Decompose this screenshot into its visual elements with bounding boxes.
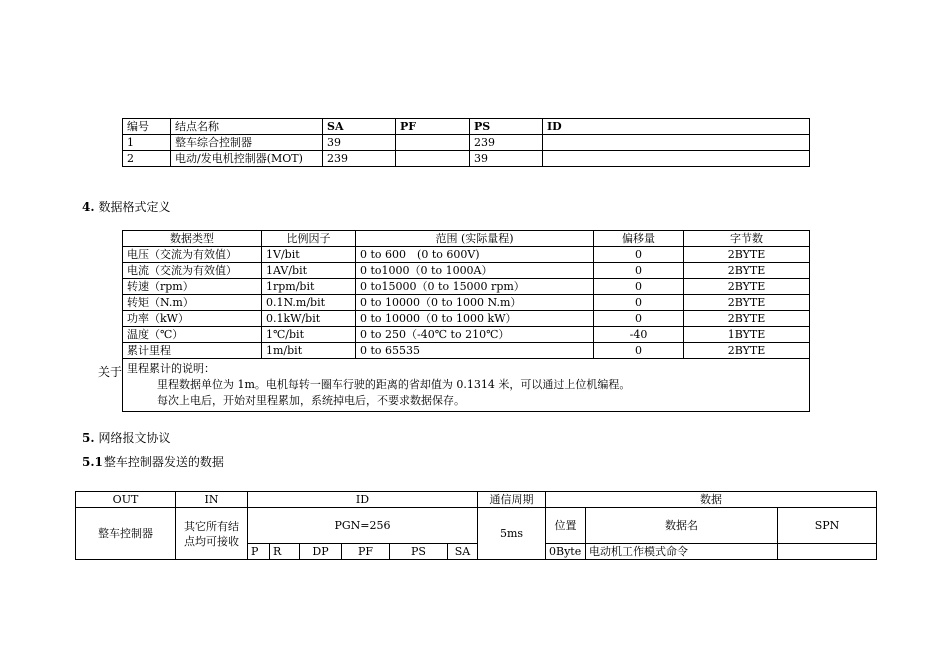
table-cell: 0 to 65535 xyxy=(356,343,594,359)
table-row xyxy=(76,508,877,544)
table-cell: 1AV/bit xyxy=(262,263,356,279)
header-cell: SA xyxy=(323,119,396,135)
header-cell: 结点名称 xyxy=(171,119,323,135)
table-row xyxy=(123,311,810,327)
table-cell xyxy=(396,151,470,167)
table-cell: 39 xyxy=(470,151,543,167)
section-5-heading xyxy=(82,429,171,446)
table-cell: -40 xyxy=(594,327,684,343)
section-title: 网络报文协议 xyxy=(98,431,171,445)
table-cell: 239 xyxy=(323,151,396,167)
table-cell: 1BYTE xyxy=(684,327,810,343)
note-row xyxy=(123,359,810,412)
table-cell xyxy=(396,135,470,151)
section-number: 5. xyxy=(82,431,95,445)
table-cell: 1V/bit xyxy=(262,247,356,263)
section-5-1-heading xyxy=(82,453,224,470)
id-field-cell: P xyxy=(248,544,270,560)
table-row xyxy=(123,295,810,311)
header-cell: SPN xyxy=(778,508,877,544)
table-row xyxy=(123,279,810,295)
table-cell: 电压（交流为有效值） xyxy=(123,247,262,263)
note-prefix: 关于 xyxy=(98,365,123,379)
section-title: 数据格式定义 xyxy=(98,200,171,214)
out-cell: 整车控制器 xyxy=(76,508,176,560)
table-cell: 1m/bit xyxy=(262,343,356,359)
table-row xyxy=(123,343,810,359)
table-cell: 0 xyxy=(594,279,684,295)
table-cell: 2BYTE xyxy=(684,343,810,359)
header-cell: 数据类型 xyxy=(123,231,262,247)
in-line: 其它所有结 xyxy=(184,519,239,533)
table-cell: 转速（rpm） xyxy=(123,279,262,295)
note-cell xyxy=(123,359,810,412)
header-cell: ID xyxy=(248,492,478,508)
header-cell: 位置 xyxy=(546,508,586,544)
table-row xyxy=(123,151,810,167)
table-cell: 0.1kW/bit xyxy=(262,311,356,327)
table-cell: 0 xyxy=(594,343,684,359)
table-row xyxy=(123,327,810,343)
table-cell: 0 to 250（-40℃ to 210℃） xyxy=(356,327,594,343)
header-cell: 比例因子 xyxy=(262,231,356,247)
table-header-row xyxy=(123,231,810,247)
section-number: 5.1 xyxy=(82,455,103,469)
table-cell: 1rpm/bit xyxy=(262,279,356,295)
table-cell: 39 xyxy=(323,135,396,151)
table-cell: 转矩（N.m） xyxy=(123,295,262,311)
note-title: 里程累计的说明： xyxy=(127,362,215,375)
table-cell: 0 to1000（0 to 1000A） xyxy=(356,263,594,279)
table-cell: 0.1N.m/bit xyxy=(262,295,356,311)
id-field-cell: R xyxy=(270,544,300,560)
message-protocol-table xyxy=(75,491,877,560)
table-header-row xyxy=(123,119,810,135)
header-cell: OUT xyxy=(76,492,176,508)
id-field-cell: PS xyxy=(390,544,448,560)
header-cell: 数据 xyxy=(546,492,877,508)
table-cell: 239 xyxy=(470,135,543,151)
header-cell: PS xyxy=(470,119,543,135)
data-format-table xyxy=(122,230,810,412)
table-cell: 2BYTE xyxy=(684,247,810,263)
table-cell: 0Byte xyxy=(546,544,586,560)
table-cell: 2BYTE xyxy=(684,311,810,327)
section-number: 4. xyxy=(82,200,95,214)
table-cell: 2BYTE xyxy=(684,295,810,311)
table-cell: 0 xyxy=(594,247,684,263)
table-cell: 0 to15000（0 to 15000 rpm） xyxy=(356,279,594,295)
period-cell: 5ms xyxy=(478,508,546,560)
table-row xyxy=(123,247,810,263)
node-table xyxy=(122,118,810,167)
table-cell xyxy=(778,544,877,560)
header-cell: 编号 xyxy=(123,119,171,135)
header-cell: PF xyxy=(396,119,470,135)
table-cell: 2 xyxy=(123,151,171,167)
table-cell: 0 xyxy=(594,311,684,327)
note-line: 里程数据单位为 1m。电机每转一圈车行驶的距离的省却值为 0.1314 米，可以通过上位机编程。 xyxy=(157,378,631,391)
table-row xyxy=(123,135,810,151)
table-cell: 累计里程 xyxy=(123,343,262,359)
table-cell: 整车综合控制器 xyxy=(171,135,323,151)
table-cell: 0 to 600 (0 to 600V) xyxy=(356,247,594,263)
table-cell: 0 xyxy=(594,263,684,279)
in-line: 点均可接收 xyxy=(184,534,239,548)
table-cell xyxy=(543,151,810,167)
header-cell: IN xyxy=(176,492,248,508)
header-cell: 通信周期 xyxy=(478,492,546,508)
header-cell: ID xyxy=(543,119,810,135)
table-row xyxy=(123,263,810,279)
table-cell: 电动/发电机控制器(MOT) xyxy=(171,151,323,167)
table-cell: 2BYTE xyxy=(684,263,810,279)
table-cell xyxy=(543,135,810,151)
table-cell: 1℃/bit xyxy=(262,327,356,343)
header-cell: 数据名 xyxy=(586,508,778,544)
table-cell: 温度（℃） xyxy=(123,327,262,343)
section-4-heading xyxy=(82,198,171,215)
table-cell: 0 to 10000（0 to 1000 N.m） xyxy=(356,295,594,311)
header-cell: 范围 (实际量程) xyxy=(356,231,594,247)
table-header-row xyxy=(76,492,877,508)
id-field-cell: DP xyxy=(300,544,342,560)
pgn-cell: PGN=256 xyxy=(248,508,478,544)
table-cell: 2BYTE xyxy=(684,279,810,295)
table-cell: 电流（交流为有效值） xyxy=(123,263,262,279)
table-cell: 0 xyxy=(594,295,684,311)
table-cell: 功率（kW） xyxy=(123,311,262,327)
id-field-cell: SA xyxy=(448,544,478,560)
header-cell: 字节数 xyxy=(684,231,810,247)
header-cell: 偏移量 xyxy=(594,231,684,247)
table-cell: 0 to 10000（0 to 1000 kW） xyxy=(356,311,594,327)
table-cell: 1 xyxy=(123,135,171,151)
section-title: 整车控制器发送的数据 xyxy=(103,455,224,469)
table-cell: 电动机工作模式命令 xyxy=(586,544,778,560)
note-line: 每次上电后，开始对里程累加，系统掉电后，不要求数据保存。 xyxy=(157,394,465,407)
id-field-cell: PF xyxy=(342,544,390,560)
in-cell xyxy=(176,508,248,560)
